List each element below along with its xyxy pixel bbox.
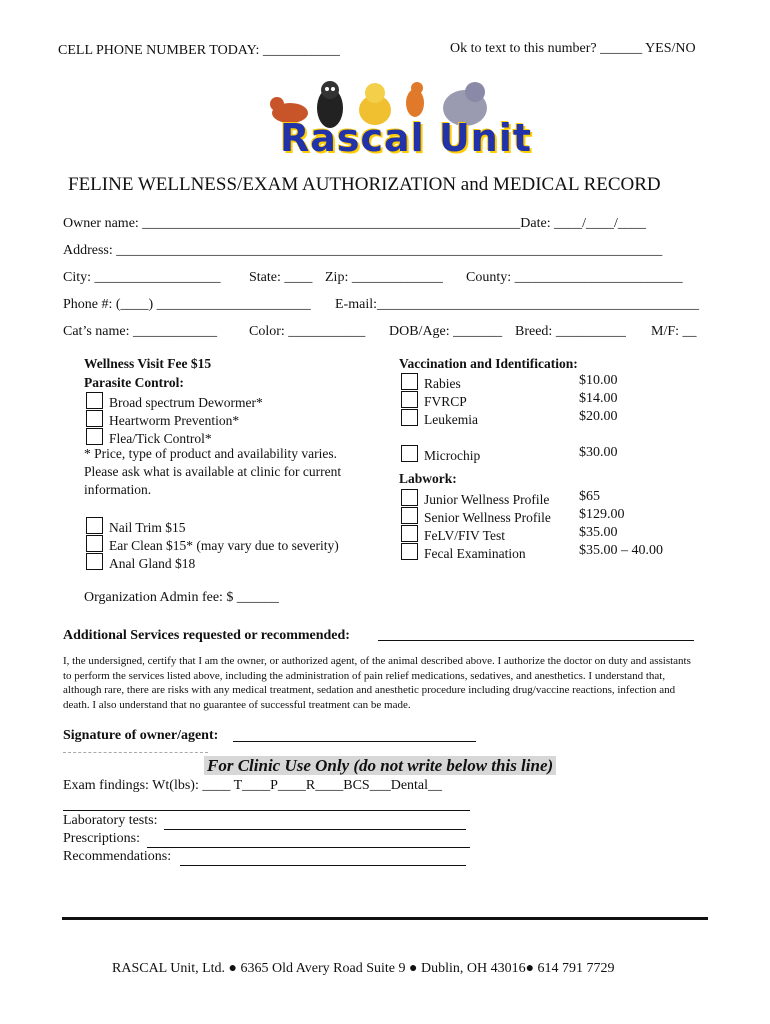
price-note-1: * Price, type of product and availability varies. [84,446,338,461]
footer-divider [62,917,708,920]
checkbox[interactable] [86,428,103,445]
exam-findings-field: Exam findings: Wt(lbs): ____ T____P____R____BCS___Dental__ [63,778,443,793]
checkbox[interactable] [401,373,418,390]
breed-field: Breed: __________ [515,324,626,339]
checkbox[interactable] [86,553,103,570]
microchip-option[interactable]: Microchip [401,445,480,464]
city-field: City: __________________ [63,270,221,285]
fvrcp-price: $14.00 [579,391,618,406]
rabies-option[interactable]: Rabies [401,373,461,392]
felv-fiv-price: $35.00 [579,525,618,540]
phone-field: Phone #: (____) ______________________ [63,297,311,312]
leukemia-option[interactable]: Leukemia [401,409,478,428]
signature-line[interactable] [233,741,476,742]
checkbox[interactable] [401,507,418,524]
exam-findings-line[interactable] [63,810,470,811]
nail-trim-option[interactable]: Nail Trim $15 [86,517,186,536]
checkbox[interactable] [86,517,103,534]
checkbox[interactable] [86,535,103,552]
vaccination-heading: Vaccination and Identification: [399,356,578,371]
additional-services-label: Additional Services requested or recommended: [63,628,350,643]
address-field: Address: ______________________________________________________________________________ [63,243,663,258]
rabies-price: $10.00 [579,373,618,388]
prescriptions-label: Prescriptions: [63,831,140,846]
lab-tests-line[interactable] [164,829,466,830]
fecal-exam-price: $35.00 – 40.00 [579,543,663,558]
email-field: E-mail:______________________________________________ [335,297,699,312]
footer-address: RASCAL Unit, Ltd. ● 6365 Old Avery Road Suite 9 ● Dublin, OH 43016● 614 791 7729 [112,961,615,976]
anal-gland-option[interactable]: Anal Gland $18 [86,553,195,572]
labwork-heading: Labwork: [399,471,457,486]
county-field: County: ________________________ [466,270,683,285]
senior-profile-price: $129.00 [579,507,625,522]
fecal-exam-option[interactable]: Fecal Examination [401,543,526,562]
checkbox[interactable] [86,392,103,409]
checkbox[interactable] [401,391,418,408]
leukemia-price: $20.00 [579,409,618,424]
checkbox[interactable] [401,525,418,542]
state-field: State: ____ [249,270,313,285]
zip-field: Zip: _____________ [325,270,443,285]
checkbox[interactable] [401,445,418,462]
wellness-fee: Wellness Visit Fee $15 [84,356,212,371]
logo-text: Rascal Unit [280,116,533,160]
cell-phone-field: CELL PHONE NUMBER TODAY: ___________ [58,43,340,58]
dob-field: DOB/Age: _______ [389,324,503,339]
clinic-use-banner: For Clinic Use Only (do not write below this line) [204,756,556,776]
recommendations-label: Recommendations: [63,849,172,864]
lab-tests-label: Laboratory tests: [63,813,158,828]
senior-profile-option[interactable]: Senior Wellness Profile [401,507,551,526]
rascal-unit-logo [265,78,533,168]
checkbox[interactable] [401,409,418,426]
junior-profile-option[interactable]: Junior Wellness Profile [401,489,549,508]
microchip-price: $30.00 [579,445,618,460]
faint-line [63,752,208,753]
ok-to-text-field: Ok to text to this number? ______ YES/NO [450,41,696,56]
form-title: FELINE WELLNESS/EXAM AUTHORIZATION and MEDICAL RECORD [68,174,661,195]
checkbox[interactable] [401,489,418,506]
parasite-heading: Parasite Control: [84,375,184,390]
owner-name-field: Owner name: ______________________________________________________Date: ____/____/____ [63,216,646,231]
additional-services-line[interactable] [378,640,694,641]
fvrcp-option[interactable]: FVRCP [401,391,467,410]
dewormer-option[interactable]: Broad spectrum Dewormer* [86,392,263,411]
heartworm-option[interactable]: Heartworm Prevention* [86,410,239,429]
sex-field: M/F: __ [651,324,697,339]
flea-tick-option[interactable]: Flea/Tick Control* [86,428,212,447]
recommendations-line[interactable] [180,865,466,866]
price-note-2: Please ask what is available at clinic for current [84,464,342,479]
admin-fee-field: Organization Admin fee: $ ______ [84,590,279,605]
checkbox[interactable] [86,410,103,427]
checkbox[interactable] [401,543,418,560]
price-note-3: information. [84,482,152,497]
cat-name-field: Cat’s name: ____________ [63,324,217,339]
signature-label: Signature of owner/agent: [63,728,219,743]
felv-fiv-option[interactable]: FeLV/FIV Test [401,525,505,544]
prescriptions-line[interactable] [147,847,470,848]
certification-text: I, the undersigned, certify that I am the owner, or authorized agent, of the animal described above. I authorize the doctor on duty and assistants to perform the services listed above, including the administration of pain relief medications, sedatives, and anesthetics. I understand that, although rare, there are risks with any medical treatment, sedation and anesthetic procedure including drug/vaccine reactions, infection and death. I also understand that no guarantee of successful treatment can be made. [63,655,691,711]
ear-clean-option[interactable]: Ear Clean $15* (may vary due to severity) [86,535,339,554]
color-field: Color: ___________ [249,324,366,339]
junior-profile-price: $65 [579,489,600,504]
